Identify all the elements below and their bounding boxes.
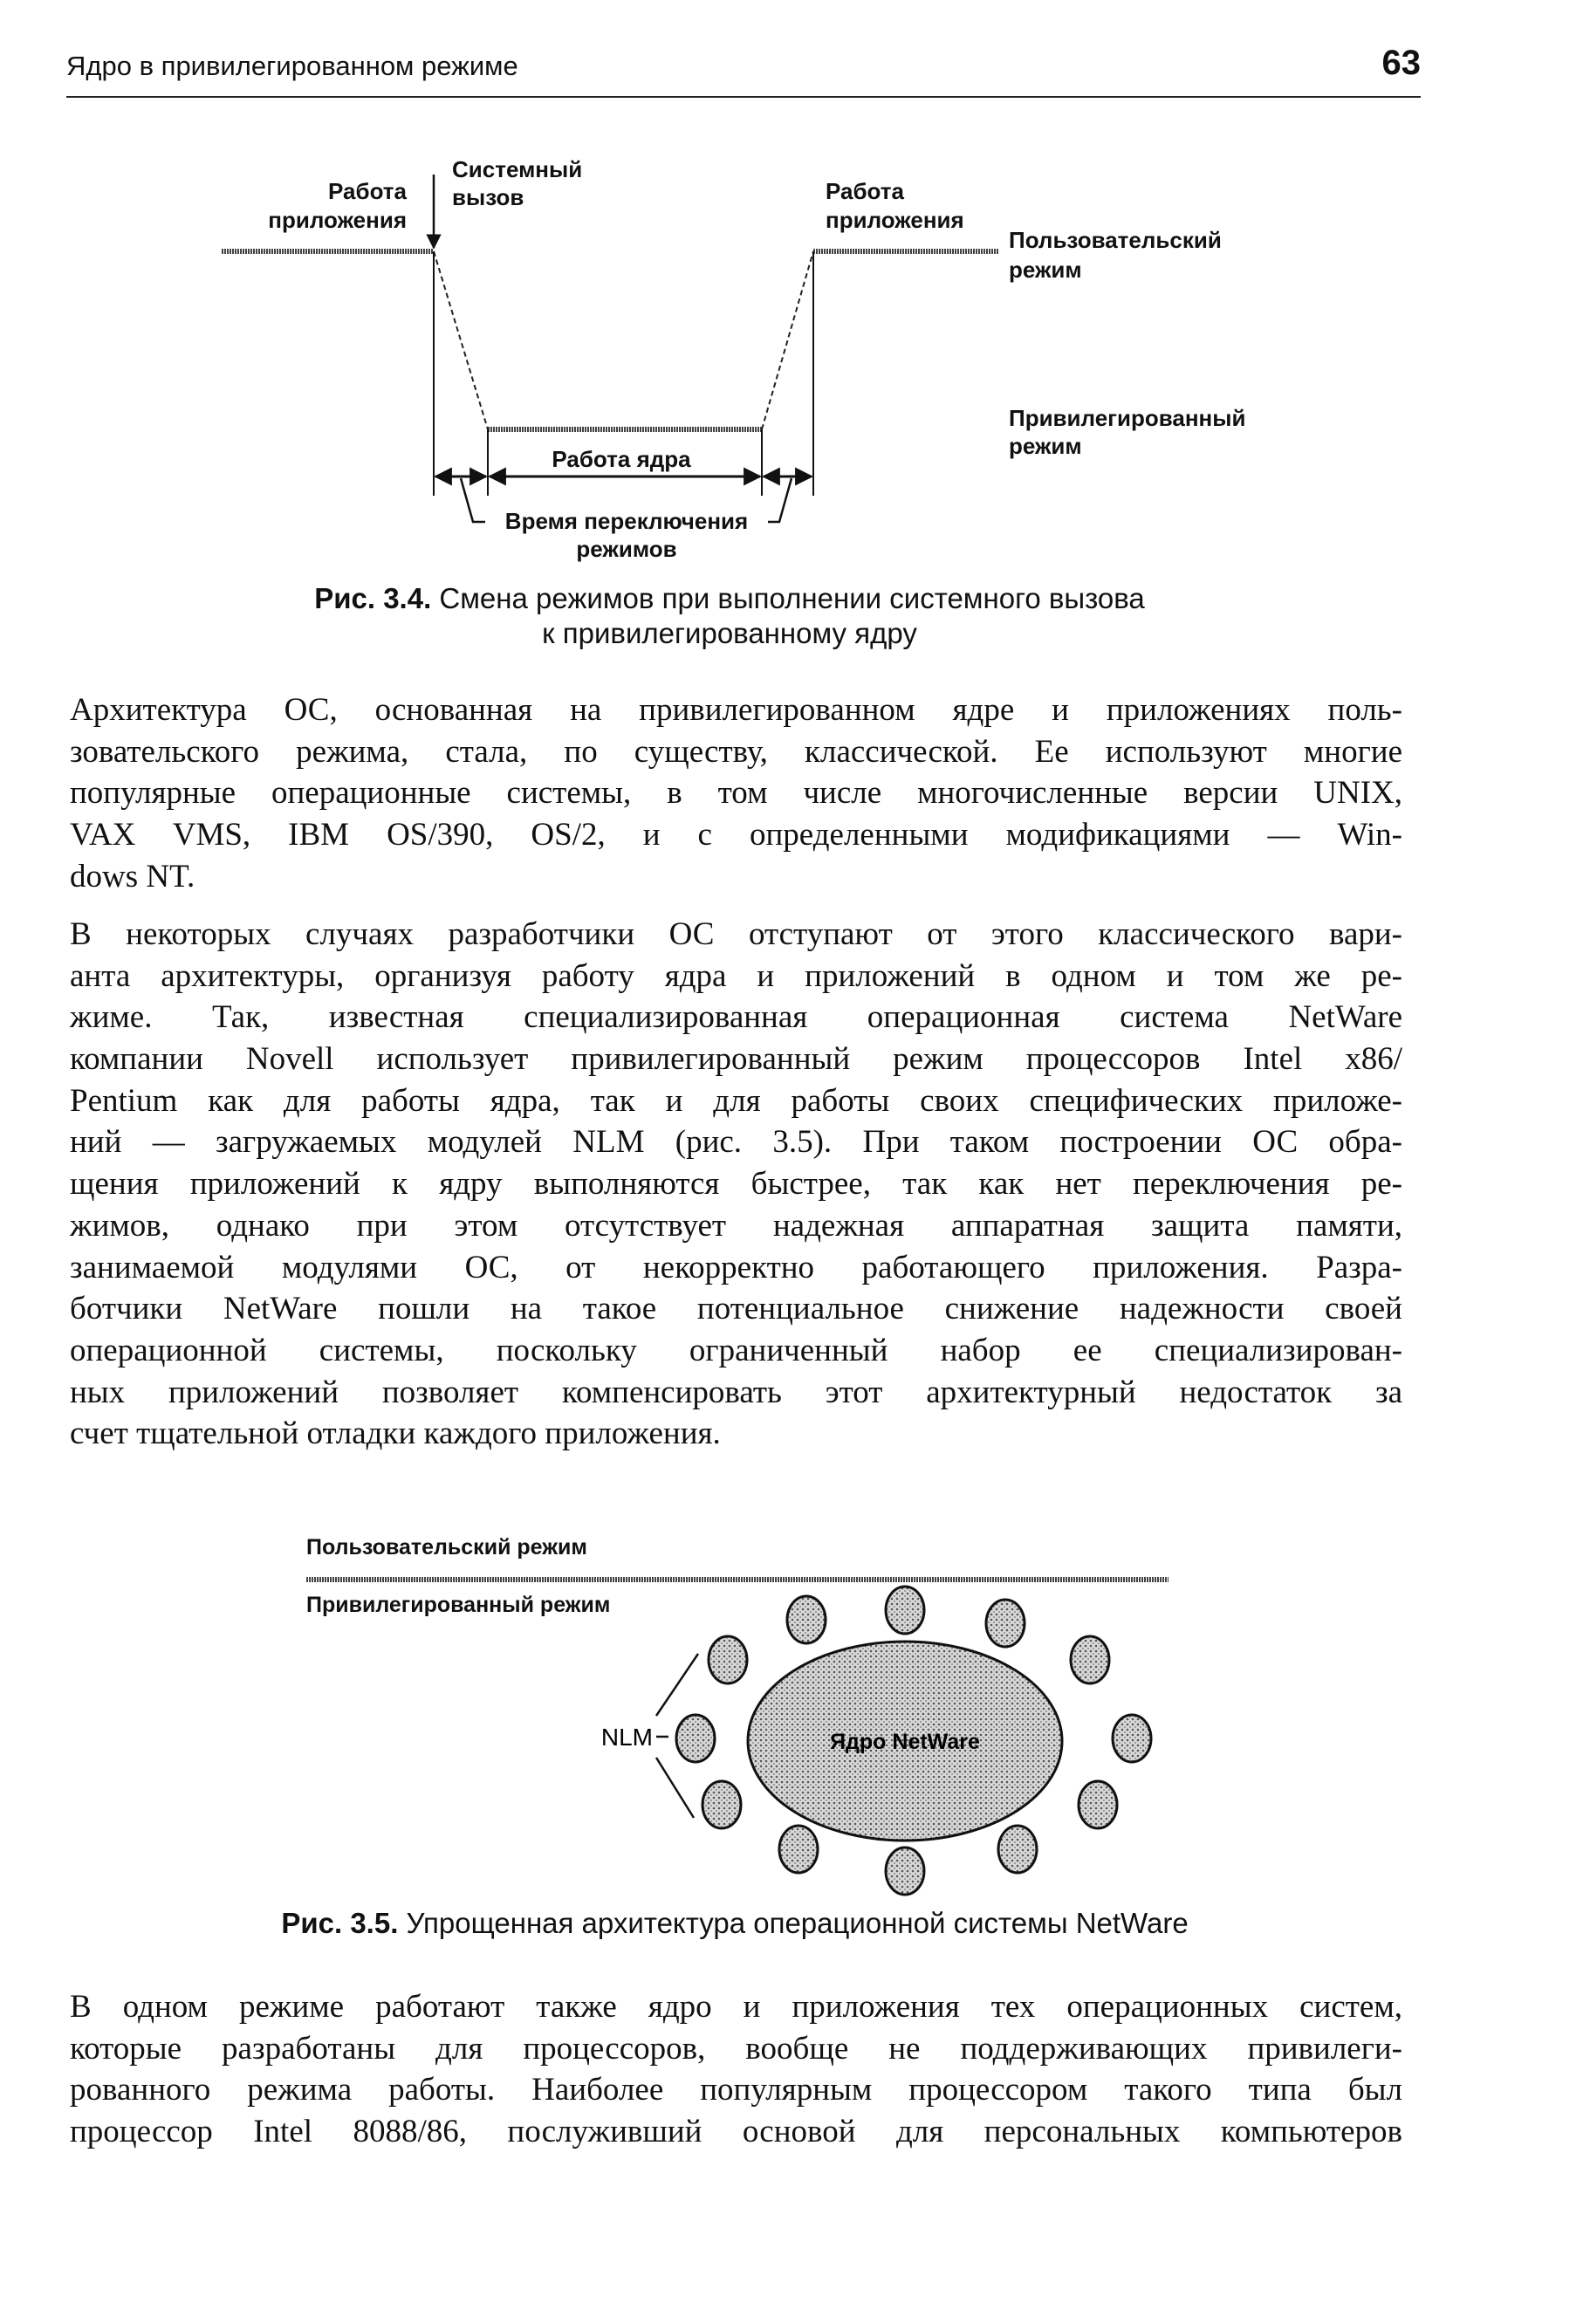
- page-number: 63: [1381, 44, 1421, 82]
- text-line: зовательского режима, стала, по существу, классической. Ее используют многие: [70, 733, 1402, 770]
- nlm-module: [998, 1826, 1037, 1873]
- text-line: жиме. Так, известная специализированная операционная система NetWare: [70, 999, 1402, 1036]
- text-line: В некоторых случаях разработчики ОС отступают от этого классического вари-: [70, 916, 1402, 952]
- label-priv-mode: Привилегированный: [1009, 405, 1246, 431]
- nlm-module: [676, 1715, 715, 1762]
- switch-time-bracket-right: [768, 478, 792, 522]
- switch-time-bracket-left: [461, 478, 485, 522]
- text-line: операционной системы, поскольку ограниченный набор ее специализирован-: [70, 1332, 1402, 1368]
- label-switch-time: режимов: [576, 536, 677, 562]
- label-syscall: Системный: [452, 156, 583, 182]
- nlm-module: [886, 1848, 924, 1895]
- label-syscall: вызов: [452, 184, 524, 210]
- text-line: VAX VMS, IBM OS/390, OS/2, и с определенными модификациями — Win-: [70, 817, 1402, 854]
- caption-number: Рис. 3.4.: [314, 582, 432, 614]
- paragraph-1: [70, 689, 1402, 897]
- text-line: жимов, однако при этом отсутствует надежная аппаратная защита памяти,: [70, 1207, 1402, 1244]
- nlm-pointer-line: [656, 1654, 698, 1716]
- label-user-mode: Пользовательский: [1009, 227, 1222, 253]
- text-line: В одном режиме работают также ядро и приложения тех операционных систем,: [70, 1989, 1402, 2025]
- figure-3-4-caption: [201, 581, 1258, 651]
- caption-text: Упрощенная архитектура операционной системы NetWare: [406, 1907, 1189, 1939]
- label-user-mode: режим: [1009, 257, 1082, 283]
- nlm-module: [1079, 1781, 1117, 1828]
- caption-text: к привилегированному ядру: [542, 617, 917, 649]
- label-nlm: NLM: [600, 1724, 653, 1751]
- figure-3-5-diagram: [306, 1535, 1169, 1895]
- label-priv-mode: Привилегированный режим: [306, 1593, 611, 1617]
- label-kernel-work: Работа ядра: [552, 446, 691, 472]
- running-header: Ядро в привилегированном режиме: [66, 51, 518, 81]
- text-line: процессор Intel 8088/86, послуживший основой для персональных компьютеров: [70, 2114, 1402, 2150]
- caption-text: Смена режимов при выполнении системного вызова: [439, 582, 1145, 614]
- paragraph-3: [70, 1986, 1402, 2153]
- text-line: счет тщательной отладки каждого приложения.: [70, 1416, 721, 1452]
- text-line: ботчики NetWare пошли на такое потенциальное снижение надежности своей: [70, 1291, 1402, 1327]
- text-line: рованного режима работы. Наиболее популярным процессором такого типа был: [70, 2072, 1402, 2108]
- nlm-pointer-line: [656, 1758, 694, 1818]
- nlm-module: [886, 1587, 924, 1634]
- text-line: занимаемой модулями ОС, от некорректно работающего приложения. Разра-: [70, 1249, 1402, 1285]
- text-line: компании Novell использует привилегированный режим процессоров Intel x86/: [70, 1041, 1402, 1078]
- text-line: Архитектура ОС, основанная на привилегированном ядре и приложениях поль-: [70, 692, 1402, 728]
- text-line: щения приложений к ядру выполняются быстрее, так как нет переключения ре-: [70, 1166, 1402, 1203]
- text-line: ний — загружаемых модулей NLM (рис. 3.5). При таком построении ОС обра-: [70, 1124, 1402, 1161]
- paragraph-2: [70, 914, 1402, 1455]
- label-priv-mode: режим: [1009, 433, 1082, 459]
- label-kernel: Ядро NetWare: [830, 1730, 980, 1754]
- text-line: dows NT.: [70, 858, 195, 895]
- label-app-work-right: Работа: [826, 178, 904, 204]
- text-line: ных приложений позволяет компенсировать этот архитектурный недостаток за: [70, 1374, 1402, 1410]
- label-app-work-left: приложения: [268, 207, 407, 233]
- nlm-module: [709, 1636, 747, 1683]
- figure-3-5-caption: [175, 1906, 1295, 1941]
- label-switch-time: Время переключения: [504, 508, 749, 534]
- figure-3-4-diagram: [222, 156, 1245, 562]
- nlm-module: [986, 1600, 1025, 1647]
- text-line: которые разработаны для процессоров, вообще не поддерживающих привилеги-: [70, 2030, 1402, 2067]
- label-app-work-right: приложения: [826, 207, 964, 233]
- transition-down-dashed: [434, 251, 488, 429]
- nlm-module: [779, 1826, 818, 1873]
- text-line: Pentium как для работы ядра, так и для работы своих специфических приложе-: [70, 1082, 1402, 1119]
- text-line: анта архитектуры, организуя работу ядра и приложений в одном и том же ре-: [70, 957, 1402, 994]
- caption-number: Рис. 3.5.: [281, 1907, 399, 1939]
- label-app-work-left: Работа: [328, 178, 407, 204]
- nlm-module: [1071, 1636, 1109, 1683]
- nlm-module: [787, 1596, 826, 1643]
- nlm-module: [1113, 1715, 1151, 1762]
- label-user-mode: Пользовательский режим: [306, 1535, 587, 1560]
- text-line: популярные операционные системы, в том числе многочисленные версии UNIX,: [70, 775, 1402, 812]
- nlm-module: [702, 1781, 741, 1828]
- transition-up-dashed: [762, 251, 813, 429]
